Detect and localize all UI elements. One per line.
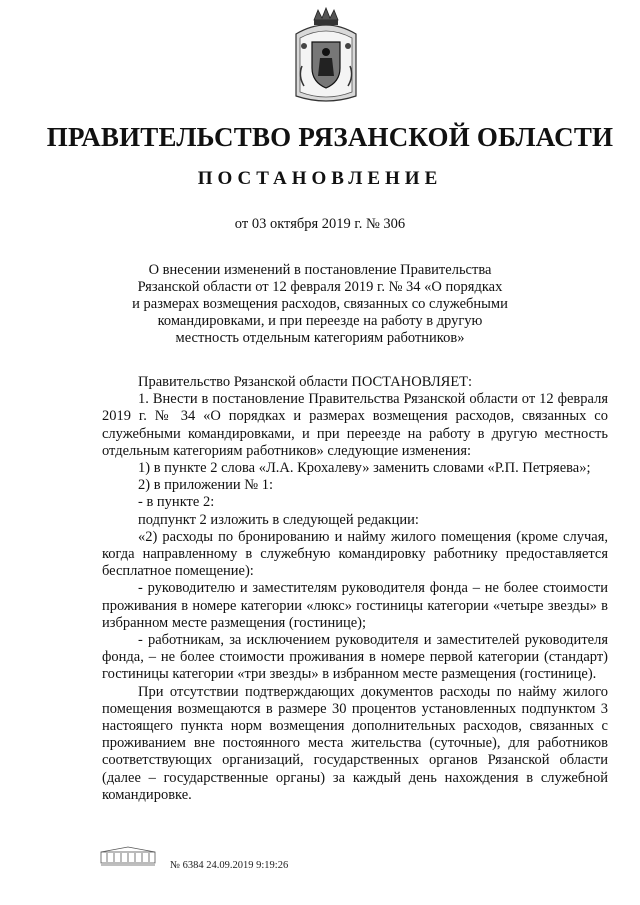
item-1-1-paragraph: 1) в пункте 2 слова «Л.А. Крохалеву» заменить словами «Р.П. Петряева»; [138,460,591,477]
intro-paragraph: Правительство Рязанской области ПОСТАНОВЛЯЕТ: [138,374,473,390]
item-1-2-b-paragraph: подпункт 2 изложить в следующей редакции: [138,511,419,528]
subject-line: О внесении изменений в постановление Правительства [148,262,492,278]
subject-line: местность отдельным категориям работников» [175,330,465,346]
document-subject [110,262,530,347]
document-date-number: от 03 октября 2019 г. № 306 [234,216,406,232]
registry-building-icon [100,846,156,866]
quote-b-paragraph: - работникам, за исключением руководителя и заместителей руководителя фонда, – не более стоимости проживания в номере первой категории (стандарт) гостиницы категории «три звезды» в избранном месте размещения (гостинице). [102,632,608,683]
government-title: ПРАВИТЕЛЬСТВО РЯЗАНСКОЙ ОБЛАСТИ [46,122,614,152]
quote-a-paragraph: - руководителю и заместителям руководителя фонда – не более стоимости проживания в номере категории «люкс» гостиницы категории «четыре звезды» в избранном месте размещения (гостинице); [102,580,608,631]
subject-line: и размерах возмещения расходов, связанных со служебными [132,296,508,312]
subject-line: командировками, и при переезде на работу в другую [157,313,483,329]
document-body [102,374,608,804]
registration-stamp: № 6384 24.09.2019 9:19:26 [170,860,289,871]
quote-start-paragraph: «2) расходы по бронированию и найму жилого помещения (кроме случая, когда направленному в служебную командировку работнику предоставляется бесплатное помещение): [102,528,608,580]
registration-footer [100,846,400,886]
document-type: ПОСТАНОВЛЕНИЕ [197,168,443,189]
item-1-2-a-paragraph: - в пункте 2: [138,494,215,511]
item-1-2-paragraph: 2) в приложении № 1: [138,477,273,494]
subject-line: Рязанской области от 12 февраля 2019 г. № 34 «О порядках [137,279,503,295]
quote-c-paragraph: При отсутствии подтверждающих документов расходы по найму жилого помещения возмещаются в размере 30 процентов установленных подпунктом 3 настоящего пункта норм возмещения дополнительных расходов, связанных с проживанием вне постоянного места жительства (суточные), для работников соответствующих организаций, государственных органов Рязанской области (далее – государственные органы) за каждый день нахождения в служебной командировке. [102,683,608,803]
coat-of-arms-icon [290,6,362,104]
item-1-paragraph: 1. Внести в постановление Правительства Рязанской области от 12 февраля 2019 г. № 34 «О порядках и размерах возмещения расходов, связанных со служебными командировками, и при переезде на работу в другую местность отдельным категориям работников» следующие изменения: [102,391,608,459]
